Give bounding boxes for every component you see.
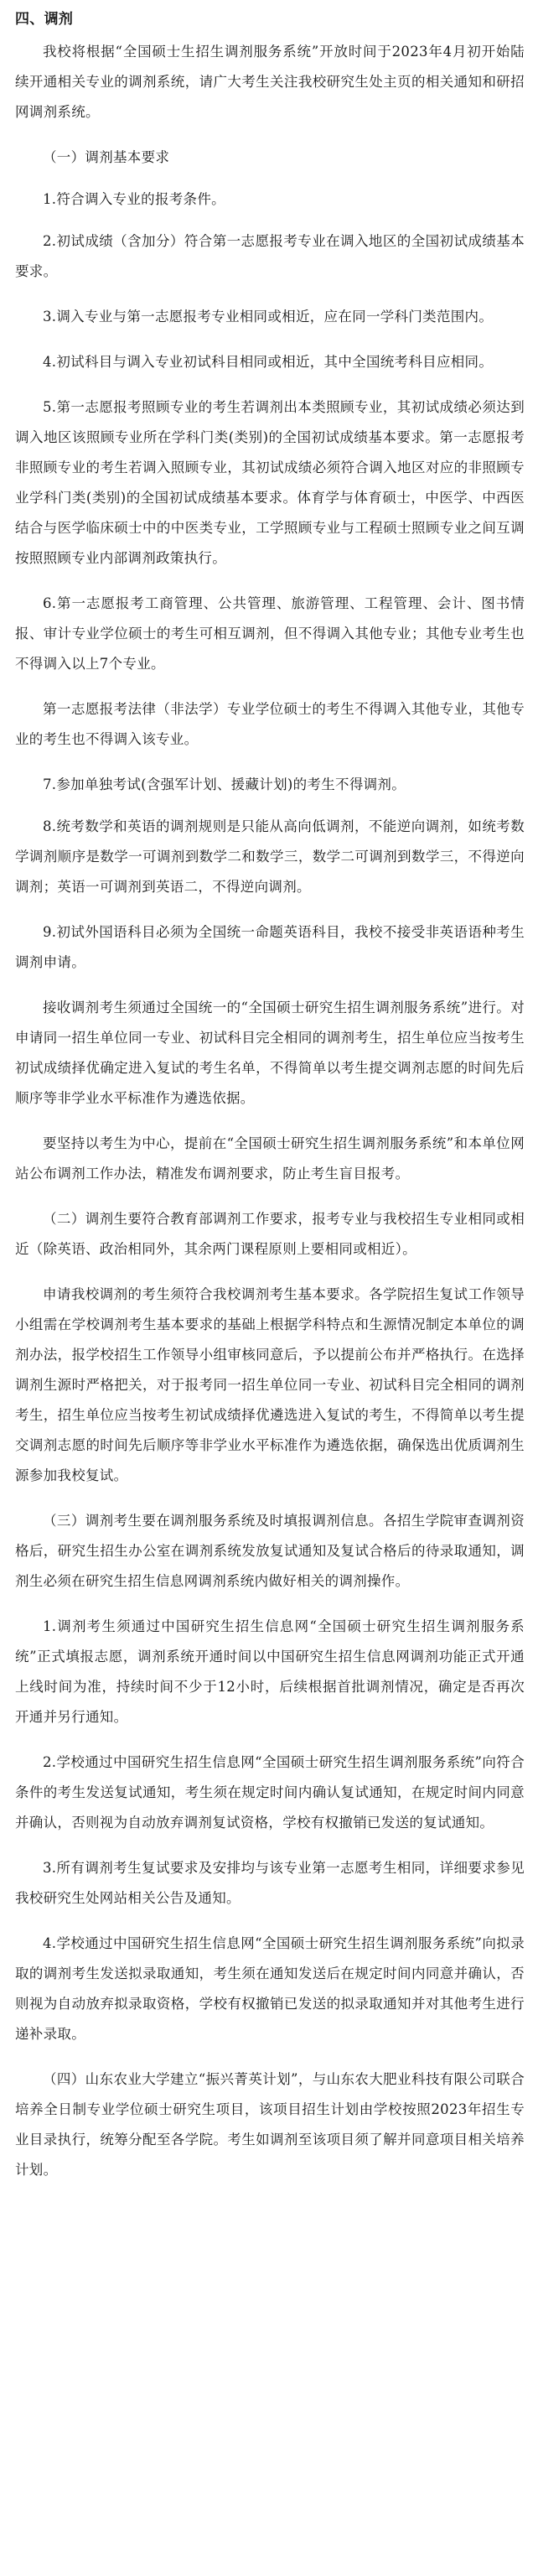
requirement-7: 7.参加单独考试(含强军计划、援藏计划)的考生不得调剂。: [43, 776, 406, 792]
candidate-centered-paragraph: 要坚持以考生为中心，提前在“全国硕士研究生招生调剂服务系统”和本单位网站公布调剂工作办法，精准发布调剂要求，防止考生盲目报考。: [15, 1135, 525, 1182]
section-title: 四、调剂: [15, 11, 74, 28]
step-4: 4.学校通过中国研究生招生信息网“全国硕士研究生招生调剂服务系统”向拟录取的调剂考生发送拟录取通知，考生须在通知发送后在规定时间内同意并确认，否则视为自动放弃拟录取资格，学校有权撤销已发送的拟录取通知并对其他考生进行递补录取。: [15, 1935, 525, 2042]
requirement-4: 4.初试科目与调入专业初试科目相同或相近，其中全国统考科目应相同。: [43, 354, 494, 370]
school-requirements-paragraph: 申请我校调剂的考生须符合我校调剂考生基本要求。各学院招生复试工作领导小组需在学校调剂考生基本要求的基础上根据学科特点和生源情况制定本单位的调剂办法，报学校招生工作领导小组审核同意后，予以提前公布并严格执行。在选择调剂生源时严格把关，对于报考同一招生单位同一专业、初试科目完全相同的调剂考生，招生单位应当按考生初试成绩择优遴选进入复试的考生，不得简单以考生提交调剂志愿的时间先后顺序等非学业水平标准作为遴选依据，确保选出优质调剂生源参加我校复试。: [15, 1286, 525, 1483]
requirement-1: 1.符合调入专业的报考条件。: [43, 191, 225, 207]
adjustment-system-paragraph: 接收调剂考生须通过全国统一的“全国硕士研究生招生调剂服务系统”进行。对申请同一招生单位同一专业、初试科目完全相同的调剂考生，招生单位应当按考生初试成绩择优确定进入复试的考生名单，不得简单以考生提交调剂志愿的时间先后顺序等非学业水平标准作为遴选依据。: [15, 1000, 525, 1106]
requirement-6: 6.第一志愿报考工商管理、公共管理、旅游管理、工程管理、会计、图书情报、审计专业学位硕士的考生可相互调剂，但不得调入其他专业；其他专业考生也不得调入以上7个专业。: [15, 595, 525, 672]
requirement-8: 8.统考数学和英语的调剂规则是只能从高向低调剂，不能逆向调剂，如统考数学调剂顺序是数学一可调剂到数学二和数学三，数学二可调剂到数学三，不得逆向调剂；英语一可调剂到英语二，不得逆向调剂。: [15, 818, 525, 895]
subheading-fill-info: （三）调剂考生要在调剂服务系统及时填报调剂信息。各招生学院审查调剂资格后，研究生招生办公室在调剂系统发放复试通知及复试合格后的待录取通知，调剂生必须在研究生招生信息网调剂系统内做好相关的调剂操作。: [15, 1513, 525, 1589]
requirement-9: 9.初试外国语科目必须为全国统一命题英语科目，我校不接受非英语语种考生调剂申请。: [15, 924, 525, 970]
requirement-6-law: 第一志愿报考法律（非法学）专业学位硕士的考生不得调入其他专业，其他专业的考生也不得调入该专业。: [15, 701, 525, 747]
step-3: 3.所有调剂考生复试要求及安排均与该专业第一志愿考生相同，详细要求参见我校研究生处网站相关公告及通知。: [15, 1860, 525, 1906]
subheading-ministry-requirements: （二）调剂生要符合教育部调剂工作要求，报考专业与我校招生专业相同或相近（除英语、政治相同外，其余两门课程原则上要相同或相近）。: [15, 1211, 525, 1257]
step-2: 2.学校通过中国研究生招生信息网“全国硕士研究生招生调剂服务系统”向符合条件的考生发送复试通知，考生须在规定时间内确认复试通知，在规定时间内同意并确认，否则视为自动放弃调剂复试资格，学校有权撤销已发送的复试通知。: [15, 1754, 525, 1831]
step-1: 1.调剂考生须通过中国研究生招生信息网“全国硕士研究生招生调剂服务系统”正式填报志愿，调剂系统开通时间以中国研究生招生信息网调剂功能正式开通上线时间为准，持续时间不少于12小时，后续根据首批调剂情况，确定是否再次开通并另行通知。: [15, 1618, 525, 1725]
subheading-basic-requirements: （一）调剂基本要求: [43, 149, 170, 165]
requirement-5: 5.第一志愿报考照顾专业的考生若调剂出本类照顾专业，其初试成绩必须达到调入地区该照顾专业所在学科门类(类别)的全国初试成绩基本要求。第一志愿报考非照顾专业的考生若调入照顾专业，其初试成绩必须符合调入地区对应的非照顾专业学科门类(类别)的全国初试成绩基本要求。体育学与体育硕士，中医学、中西医结合与医学临床硕士中的中医类专业，工学照顾专业与工程硕士照顾专业之间互调按照照顾专业内部调剂政策执行。: [15, 399, 525, 566]
requirement-2: 2.初试成绩（含加分）符合第一志愿报考专业在调入地区的全国初试成绩基本要求。: [15, 233, 525, 279]
subheading-elite-program: （四）山东农业大学建立“振兴菁英计划”，与山东农大肥业科技有限公司联合培养全日制专业学位硕士研究生项目，该项目招生计划由学校按照2023年招生专业目录执行，统筹分配至各学院。考生如调剂至该项目须了解并同意项目相关培养计划。: [15, 2071, 525, 2178]
requirement-3: 3.调入专业与第一志愿报考专业相同或相近，应在同一学科门类范围内。: [43, 309, 494, 325]
intro-paragraph: 我校将根据“全国硕士生招生调剂服务系统”开放时间于2023年4月初开始陆续开通相关专业的调剂系统，请广大考生关注我校研究生处主页的相关通知和研招网调剂系统。: [15, 44, 525, 120]
